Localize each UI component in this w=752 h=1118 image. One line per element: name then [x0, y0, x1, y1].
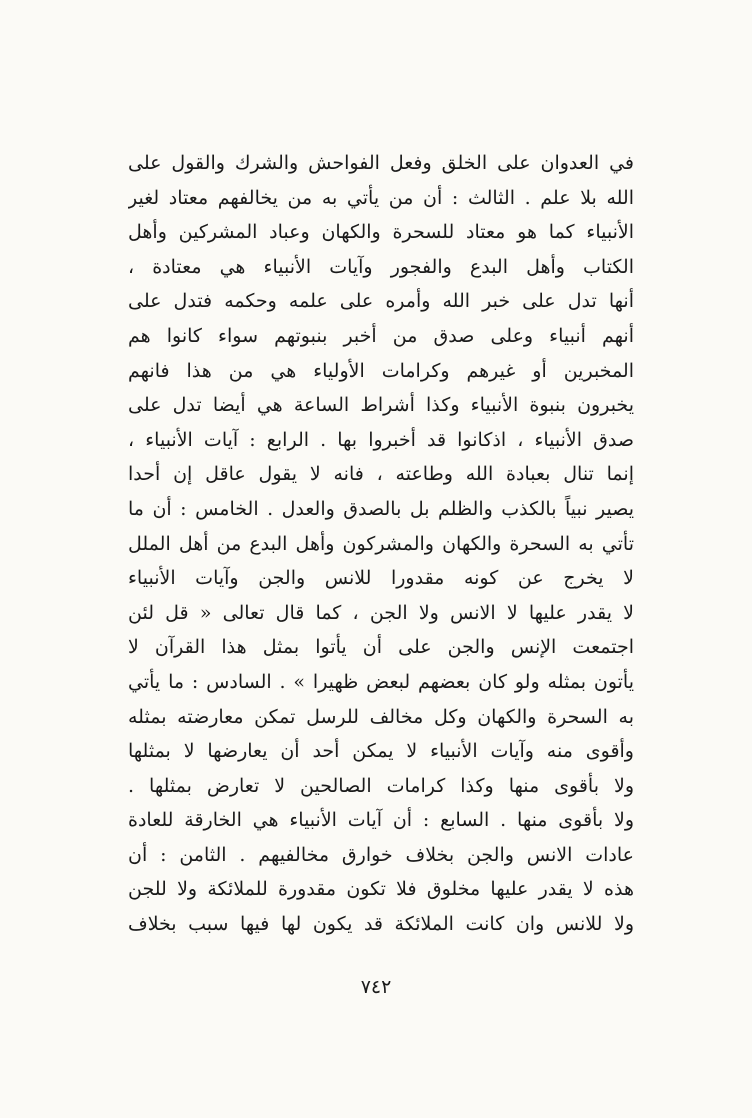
text-line: الكتاب وأهل البدع والفجور وآيات الأنبياء هي معتادة ،: [128, 255, 634, 278]
text-line: في العدوان على الخلق وفعل الفواحش والشرك والقول على: [128, 152, 634, 174]
text-line: أنها تدل على خبر الله وأمره على علمه وحكمه فتدل على: [128, 290, 634, 313]
text-line: أنهم أنبياء وعلى صدق من أخبر بنبوتهم سواء كانوا هم: [128, 324, 634, 347]
text-line: الأنبياء كما هو معتاد للسحرة والكهان وعباد المشركين وأهل: [128, 221, 634, 244]
text-line: يصير نبياً بالكذب والظلم بل بالصدق والعدل . الخامس : أن ما: [128, 497, 634, 520]
text-line: تأتي به السحرة والكهان والمشركون وأهل البدع من أهل الملل: [128, 532, 634, 555]
text-line: وأقوى منه وآيات الأنبياء لا يمكن أحد أن يعارضها لا بمثلها: [128, 740, 634, 763]
text-line: الله بلا علم . الثالث : أن من يأتي به من يخالفهم معتاد لغير: [128, 186, 634, 209]
body-text: [128, 146, 634, 942]
text-line: لا يخرج عن كونه مقدورا للانس والجن وآيات الأنبياء: [128, 567, 634, 590]
text-line: إنما تنال بعبادة الله وطاعته ، فانه لا يقول عاقل إن أحدا: [128, 463, 634, 486]
text-line: صدق الأنبياء ، اذكانوا قد أخبروا بها . الرابع : آيات الأنبياء ،: [128, 428, 634, 451]
text-line: ولا بأقوى منها . السابع : أن آيات الأنبياء هي الخارقة للعادة: [128, 809, 634, 832]
text-line: يخبرون بنبوة الأنبياء وكذا أشراط الساعة هي أيضا تدل على: [128, 394, 634, 417]
text-line: اجتمعت الإنس والجن على أن يأتوا بمثل هذا القرآن لا: [128, 636, 634, 659]
text-line: به السحرة والكهان وكل مخالف للرسل تمكن معارضته بمثله: [128, 705, 634, 728]
text-line: يأتون بمثله ولو كان بعضهم لبعض ظهيرا » . السادس : ما يأتي: [128, 670, 634, 693]
text-line: هذه لا يقدر عليها مخلوق فلا تكون مقدورة للملائكة ولا للجن: [128, 878, 634, 901]
text-line: عادات الانس والجن بخلاف خوارق مخالفيهم . الثامن : أن: [128, 843, 634, 866]
text-line: لا يقدر عليها لا الانس ولا الجن ، كما قال تعالى « قل لئن: [128, 601, 634, 624]
text-line: المخبرين أو غيرهم وكرامات الأولياء هي من هذا فانهم: [128, 359, 634, 382]
page-number: ٧٤٢: [360, 976, 392, 998]
text-line: ولا بأقوى منها وكذا كرامات الصالحين لا تعارض بمثلها .: [128, 774, 634, 797]
text-line: ولا للانس وان كانت الملائكة قد يكون لها فيها سبب بخلاف: [128, 913, 634, 936]
